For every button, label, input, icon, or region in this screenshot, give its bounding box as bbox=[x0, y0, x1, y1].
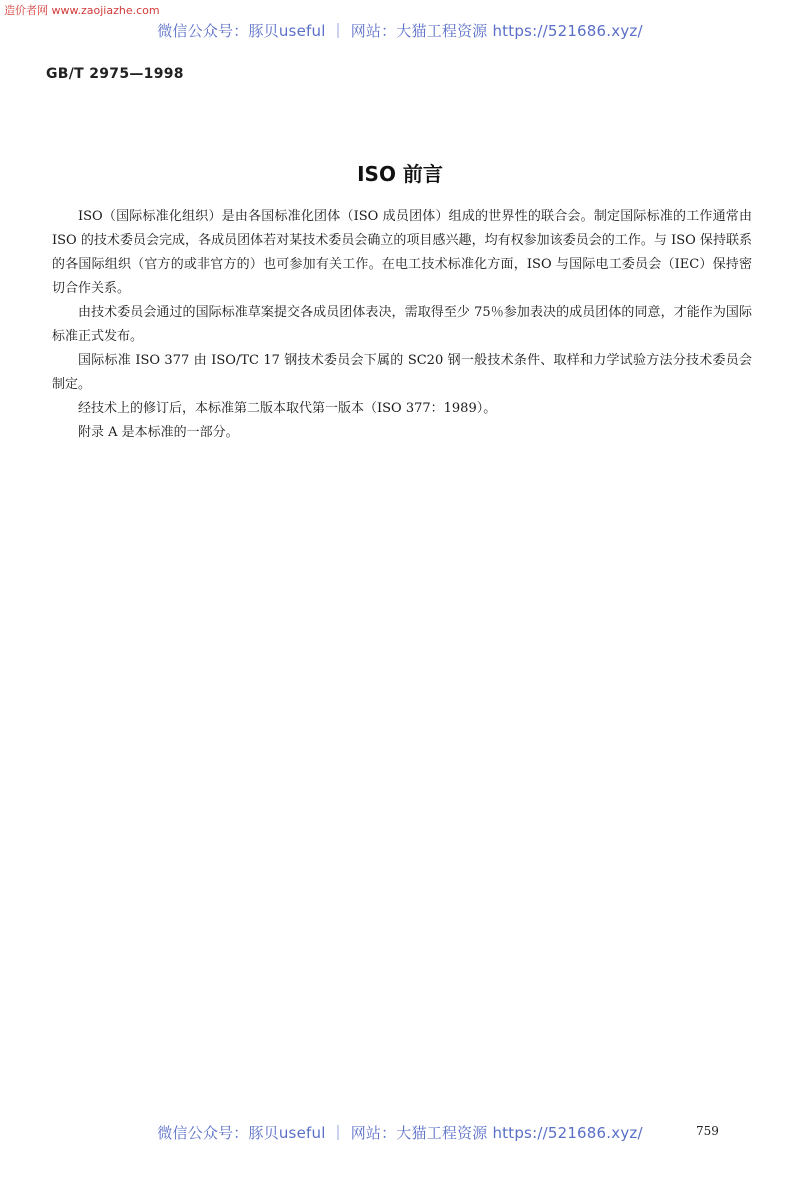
corner-watermark: 造价者网 www.zaojiazhe.com bbox=[4, 4, 160, 17]
paragraph: 由技术委员会通过的国际标准草案提交各成员团体表决，需取得至少 75％参加表决的成员团体的同意，才能作为国际标准正式发布。 bbox=[52, 305, 752, 344]
page-title: ISO 前言 bbox=[357, 162, 443, 186]
paragraph: 国际标准 ISO 377 由 ISO/TC 17 钢技术委员会下属的 SC20 钢一般技术条件、取样和力学试验方法分技术委员会制定。 bbox=[52, 353, 752, 392]
standard-code: GB/T 2975—1998 bbox=[46, 66, 184, 82]
paragraph: 附录 A 是本标准的一部分。 bbox=[78, 425, 239, 440]
bottom-watermark-banner: 微信公众号：豚贝useful ｜ 网站：大猫工程资源 https://521686.xyz/ bbox=[157, 1124, 643, 1142]
paragraph: 经技术上的修订后，本标准第二版本取代第一版本（ISO 377：1989）。 bbox=[78, 401, 497, 416]
top-watermark-banner: 微信公众号：豚贝useful ｜ 网站：大猫工程资源 https://521686.xyz/ bbox=[157, 22, 643, 40]
foreword-body bbox=[52, 205, 752, 445]
paragraph: ISO（国际标准化组织）是由各国标准化团体（ISO 成员团体）组成的世界性的联合会。制定国际标准的工作通常由 ISO 的技术委员会完成，各成员团体若对某技术委员会确立的项目感兴趣，均有权参加该委员会的工作。与 ISO 保持联系的各国际组织（官方的或非官方的）也可参加有关工作。在电工技术标准化方面，ISO 与国际电工委员会（IEC）保持密切合作关系。 bbox=[52, 209, 752, 296]
page-number: 759 bbox=[696, 1124, 719, 1138]
